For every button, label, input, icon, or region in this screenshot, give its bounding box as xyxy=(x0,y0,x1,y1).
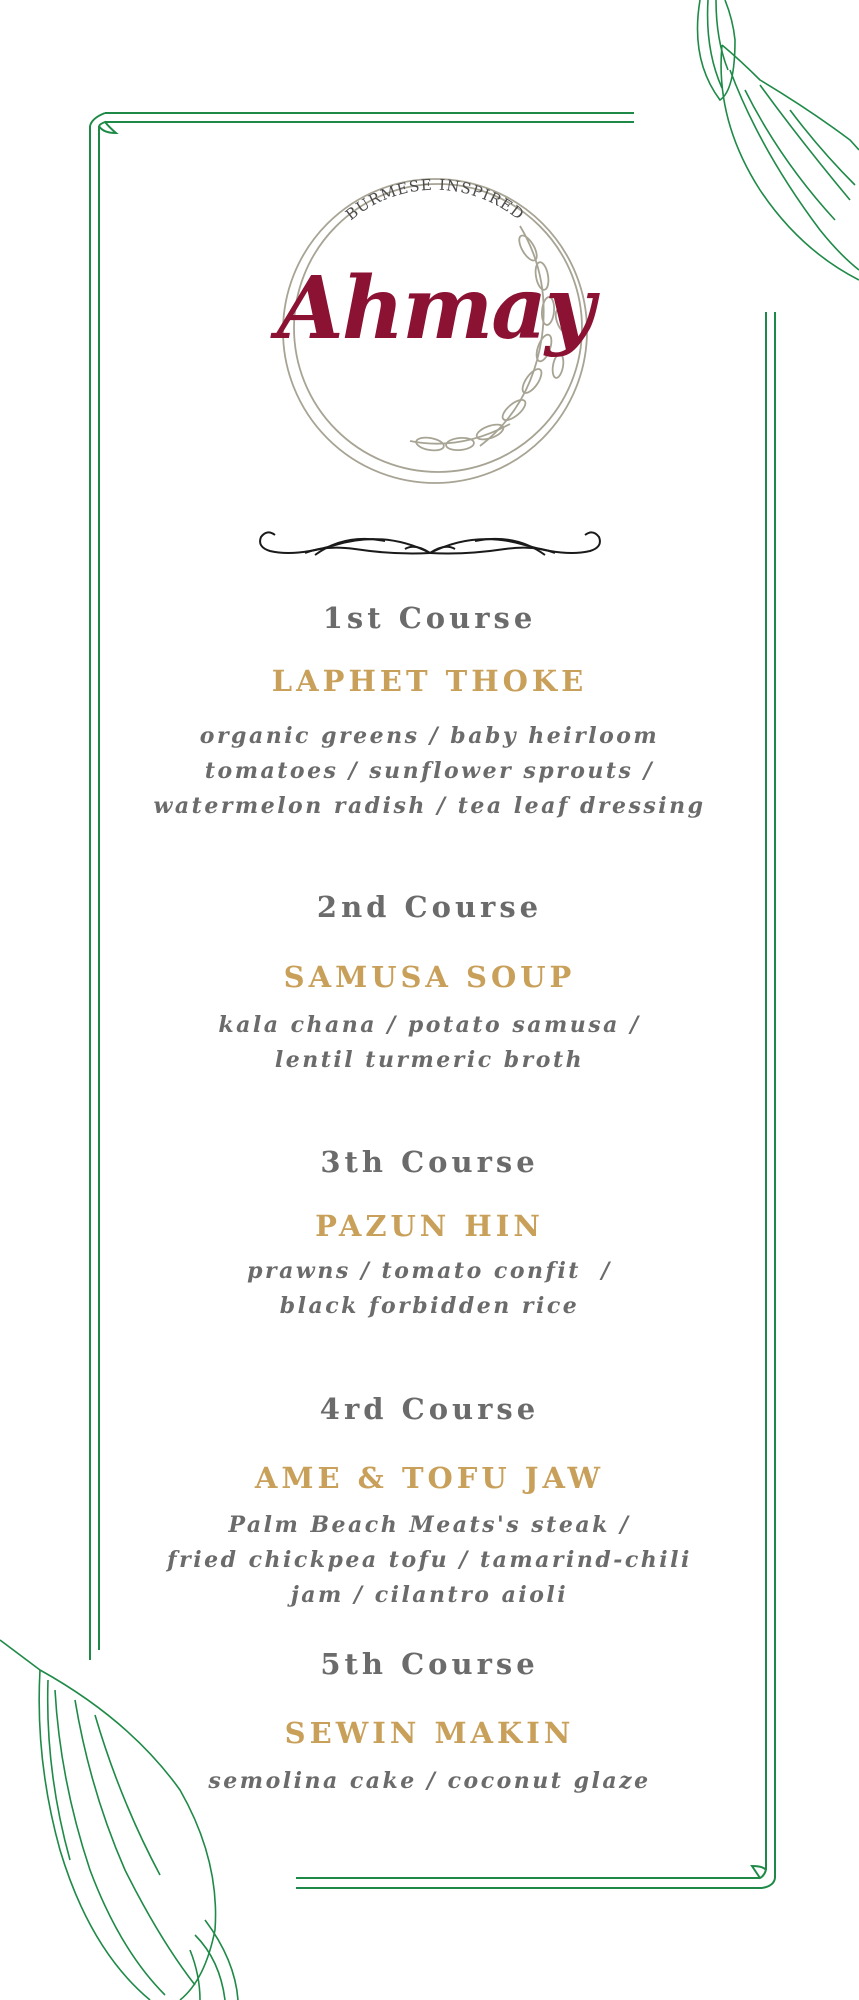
course-3-dish xyxy=(0,1209,859,1243)
course-2-dish xyxy=(0,960,859,994)
description-line: black forbidden rice xyxy=(279,1293,580,1319)
dish-name: PAZUN HIN xyxy=(315,1209,544,1243)
course-3 xyxy=(0,1145,859,1179)
dish-name: SEWIN MAKIN xyxy=(284,1716,575,1750)
dish-name: SAMUSA SOUP xyxy=(283,960,576,994)
dish-name: LAPHET THOKE xyxy=(271,664,588,698)
course-2 xyxy=(0,890,859,924)
description-line: watermelon radish / tea leaf dressing xyxy=(153,793,706,819)
course-1 xyxy=(0,601,859,635)
description-line: prawns / tomato confit / xyxy=(247,1258,612,1284)
course-4 xyxy=(0,1392,859,1426)
dish-description xyxy=(0,719,859,824)
dish-description xyxy=(0,1008,859,1078)
course-5-dish xyxy=(0,1716,859,1750)
course-title: 2nd Course xyxy=(316,890,543,924)
course-title: 5th Course xyxy=(320,1647,539,1681)
description-line: fried chickpea tofu / tamarind-chili xyxy=(167,1547,692,1573)
description-line: organic greens / baby heirloom xyxy=(199,723,660,749)
brand-name: Ahmay xyxy=(277,258,593,359)
dish-description xyxy=(0,1764,859,1799)
description-line: Palm Beach Meats's steak / xyxy=(228,1512,631,1538)
course-title: 4rd Course xyxy=(319,1392,540,1426)
course-1-dish xyxy=(0,664,859,698)
course-title: 1st Course xyxy=(322,601,537,635)
divider-flourish-icon xyxy=(255,525,605,565)
course-4-dish xyxy=(0,1461,859,1495)
course-5 xyxy=(0,1647,859,1681)
description-line: kala chana / potato samusa / xyxy=(218,1012,641,1038)
description-line: tomatoes / sunflower sprouts / xyxy=(204,758,655,784)
dish-description xyxy=(0,1254,859,1324)
brand-logo xyxy=(270,166,600,496)
dish-name: AME & TOFU JAW xyxy=(254,1461,605,1495)
description-line: lentil turmeric broth xyxy=(274,1047,585,1073)
description-line: semolina cake / coconut glaze xyxy=(208,1768,651,1794)
brand-tagline: BURMESE INSPIRED xyxy=(342,175,528,224)
course-title: 3th Course xyxy=(320,1145,539,1179)
dish-description xyxy=(0,1508,859,1613)
description-line: jam / cilantro aioli xyxy=(290,1582,569,1608)
